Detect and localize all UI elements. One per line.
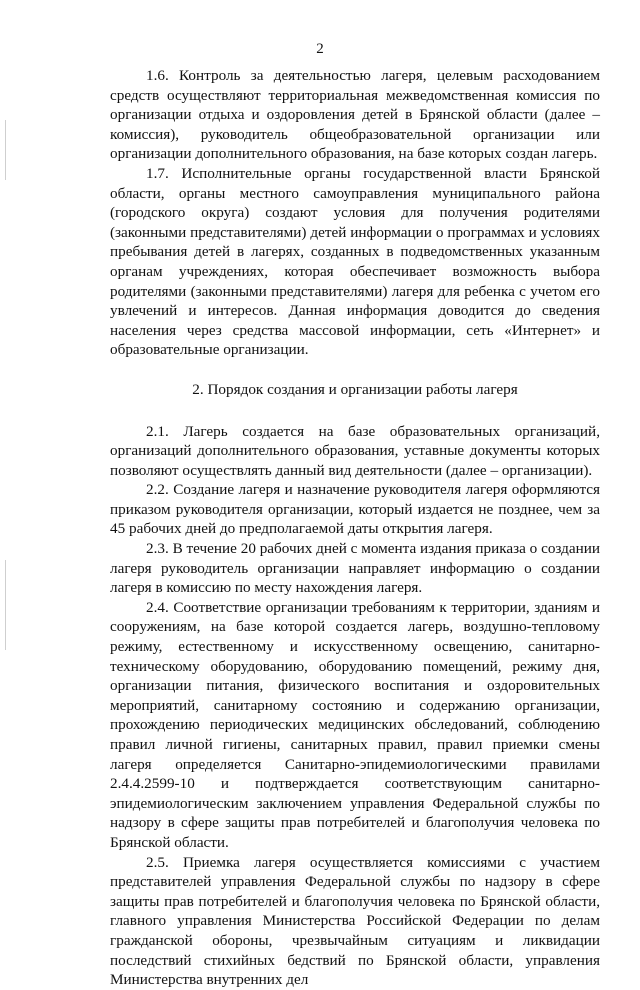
paragraph-1-6: 1.6. Контроль за деятельностью лагеря, целевым расходованием средств осуществляют территориальная межведомственная комиссия по организации отдыха и оздоровления детей в Брянской области (далее – комиссия), руководитель общеобразовательной организации или организации дополнительного образования, на базе которых создан лагерь. <box>110 67 600 163</box>
paragraph-2-3: 2.3. В течение 20 рабочих дней с момента издания приказа о создании лагеря руководитель организации направляет информацию о создании лагеря в комиссию по месту нахождения лагеря. <box>110 540 600 597</box>
paragraph-2-4: 2.4. Соответствие организации требованиям к территории, зданиям и сооружениям, на базе которой создается лагерь, воздушно-тепловому режиму, естественному и искусственному освещению, санитарно-техническому оборудованию, оборудованию помещений, режиму дня, организации питания, физического воспитания и оздоровительных мероприятий, санитарному состоянию и содержанию организации, прохождению периодических медицинских обследований, соблюдению правил личной гигиены, санитарных правил, правил приемки смены лагеря определяется Санитарно-эпидемиологическими правилами 2.4.4.2599-10 и подтверждается соответствующим санитарно-эпидемиологическим заключением управления Федеральной службы по надзору в сфере защиты прав потребителей и благополучия человека по Брянской области. <box>110 598 600 851</box>
document-body <box>110 66 600 990</box>
page-number: 2 <box>316 41 324 57</box>
paragraph-2-1: 2.1. Лагерь создается на базе образовательных организаций, организаций дополнительного образования, уставные документы которых позволяют осуществлять данный вид деятельности (далее – организации). <box>110 422 600 479</box>
paragraph-2-5: 2.5. Приемка лагеря осуществляется комиссиями с участием представителей управления Федеральной службы по надзору в сфере защиты прав потребителей и благополучия человека по Брянской области, главного управления Министерства Российской Федерации по делам гражданской обороны, чрезвычайным ситуациям и ликвидации последствий стихийных бедствий по Брянской области, управления Министерства внутренних дел <box>110 853 600 989</box>
scan-edge-mark <box>5 560 6 650</box>
paragraph-2-2: 2.2. Создание лагеря и назначение руководителя лагеря оформляются приказом руководителя организации, который издается не позднее, чем за 45 рабочих дней до предполагаемой даты открытия лагеря. <box>110 481 600 538</box>
scan-edge-mark <box>5 120 6 180</box>
paragraph-1-7: 1.7. Исполнительные органы государственной власти Брянской области, органы местного самоуправления муниципального района (городского округа) создают условия для получения родителями (законными представителями) детей информации о программах и условиях пребывания детей в лагерях, созданных в подведомственных указанным органам учреждениях, которая обеспечивает возможность выбора родителями (законными представителями) лагеря для ребенка с учетом его увлечений и интересов. Данная информация доводится до сведения населения через средства массовой информации, сеть «Интернет» и образовательные организации. <box>110 164 600 359</box>
section-heading: 2. Порядок создания и организации работы лагеря <box>192 380 518 398</box>
